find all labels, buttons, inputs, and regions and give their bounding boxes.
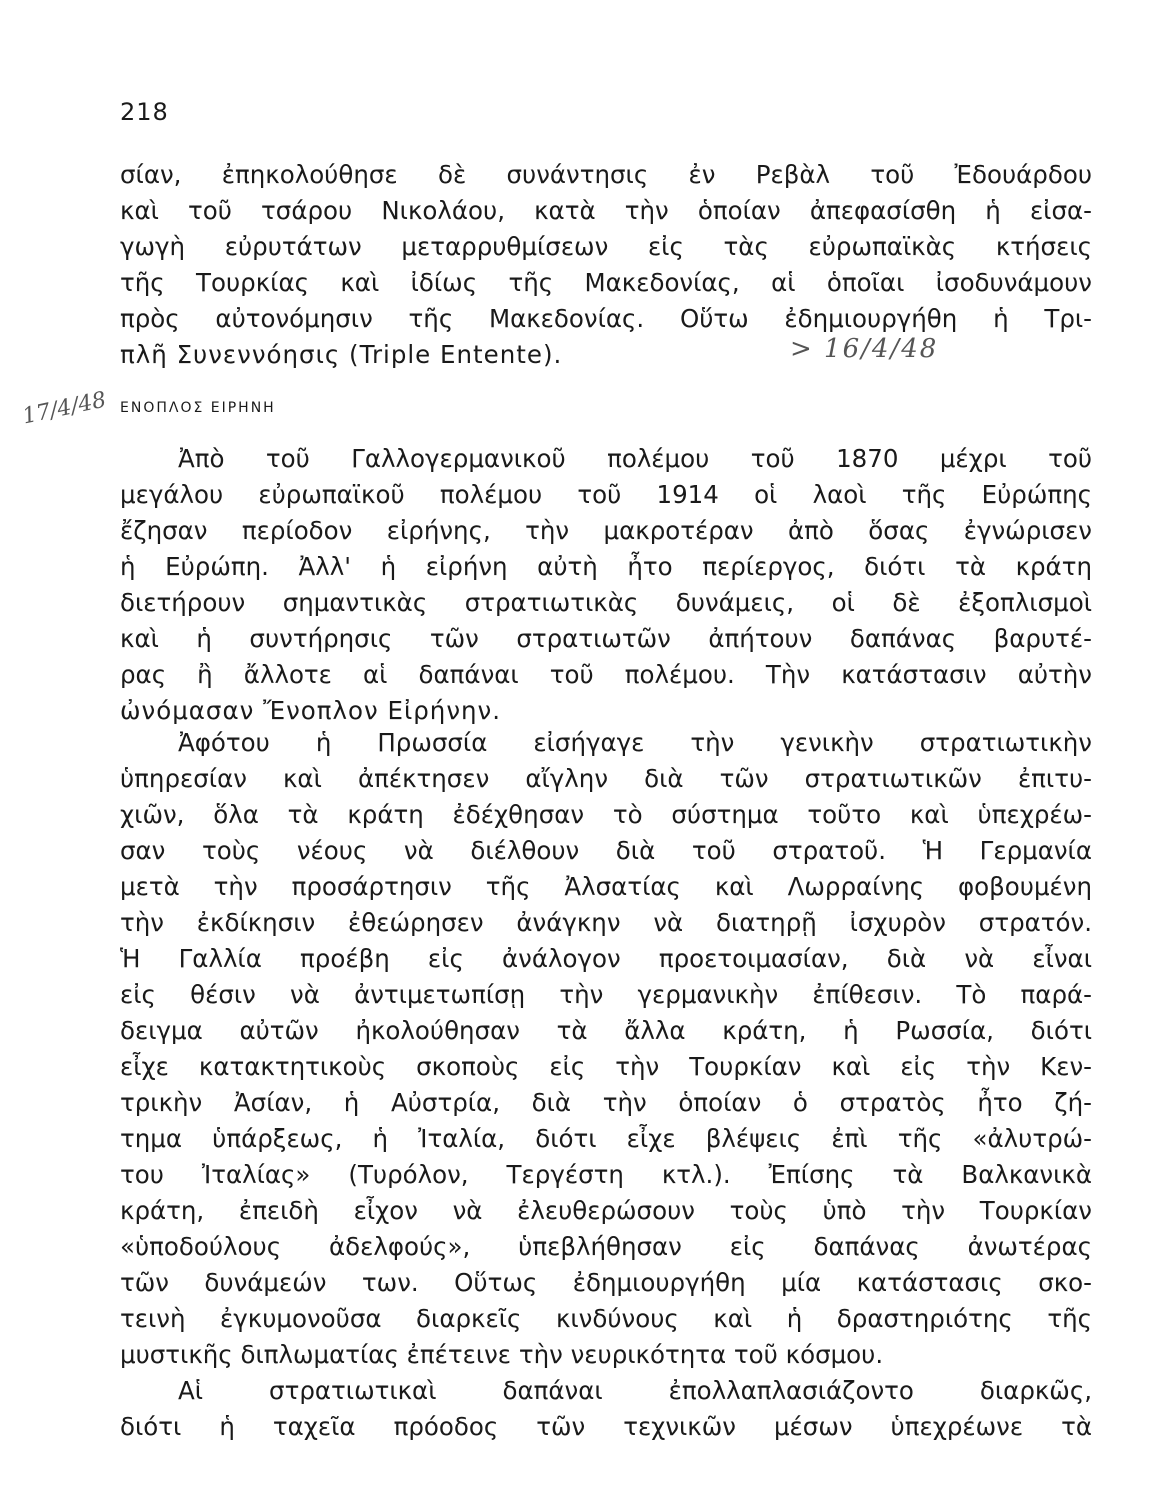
text-line: μεγάλου εὐρωπαϊκοῦ πολέμου τοῦ 1914 οἱ λαοὶ τῆς Εὐρώπης <box>120 480 1092 509</box>
text-line: τὴν ἐκδίκησιν ἐθεώρησεν ἀνάγκην νὰ διατηρῇ ἰσχυρὸν στρατόν. <box>120 908 1092 937</box>
text-line: πλῆ Συνεννόησις (Triple Entente). <box>120 340 563 369</box>
text-line: χιῶν, ὅλα τὰ κράτη ἐδέχθησαν τὸ σύστημα τοῦτο καὶ ὑπεχρέω- <box>120 800 1092 829</box>
handwritten-date-note: > 16/4/48 <box>790 334 939 364</box>
text-line: διετήρουν σημαντικὰς στρατιωτικὰς δυνάμεις, οἱ δὲ ἐξοπλισμοὶ <box>120 588 1092 617</box>
text-line: σίαν, ἐπηκολούθησε δὲ συνάντησις ἐν Ρεβὰλ τοῦ Ἐδουάρδου <box>120 160 1092 189</box>
text-line: κράτη, ἐπειδὴ εἶχον νὰ ἐλευθερώσουν τοὺς ὑπὸ τὴν Τουρκίαν <box>120 1196 1092 1225</box>
page-number: 218 <box>120 98 169 126</box>
text-line: δειγμα αὐτῶν ἠκολούθησαν τὰ ἄλλα κράτη, ἡ Ρωσσία, διότι <box>120 1016 1092 1045</box>
text-line: εἶχε κατακτητικοὺς σκοποὺς εἰς τὴν Τουρκίαν καὶ εἰς τὴν Κεν- <box>120 1052 1092 1081</box>
text-line: του Ἰταλίας» (Τυρόλον, Τεργέστη κτλ.). Ἐπίσης τὰ Βαλκανικὰ <box>120 1160 1092 1189</box>
text-line: ἡ Εὐρώπη. Ἀλλ' ἡ εἰρήνη αὐτὴ ἦτο περίεργος, διότι τὰ κράτη <box>120 552 1092 581</box>
text-line: ὑπηρεσίαν καὶ ἀπέκτησεν αἴγλην διὰ τῶν στρατιωτικῶν ἐπιτυ- <box>120 764 1092 793</box>
text-line: Ἀπὸ τοῦ Γαλλογερμανικοῦ πολέμου τοῦ 1870 μέχρι τοῦ <box>178 444 1092 473</box>
section-heading: ΕΝΟΠΛΟΣ ΕΙΡΗΝΗ <box>120 400 276 416</box>
text-line: ὠνόμασαν Ἔνοπλον Εἰρήνην. <box>120 696 502 725</box>
text-line: ρας ἢ ἄλλοτε αἱ δαπάναι τοῦ πολέμου. Τὴν κατάστασιν αὐτὴν <box>120 660 1092 689</box>
text-line: τῶν δυνάμεών των. Οὕτως ἐδημιουργήθη μία κατάστασις σκο- <box>120 1268 1092 1297</box>
text-line: μετὰ τὴν προσάρτησιν τῆς Ἀλσατίας καὶ Λωρραίνης φοβουμένη <box>120 872 1092 901</box>
handwritten-margin-date: 17/4/48 <box>20 387 109 430</box>
text-line: γωγὴ εὐρυτάτων μεταρρυθμίσεων εἰς τὰς εὐρωπαϊκὰς κτήσεις <box>120 232 1092 261</box>
text-line: Ἡ Γαλλία προέβη εἰς ἀνάλογον προετοιμασίαν, διὰ νὰ εἶναι <box>120 944 1092 973</box>
text-line: ἔζησαν περίοδον εἰρήνης, τὴν μακροτέραν ἀπὸ ὅσας ἐγνώρισεν <box>120 516 1092 545</box>
text-line: τημα ὑπάρξεως, ἡ Ἰταλία, διότι εἶχε βλέψεις ἐπὶ τῆς «ἀλυτρώ- <box>120 1124 1092 1153</box>
text-line: Ἀφότου ἡ Πρωσσία εἰσήγαγε τὴν γενικὴν στρατιωτικὴν <box>178 728 1092 757</box>
text-line: καὶ τοῦ τσάρου Νικολάου, κατὰ τὴν ὁποίαν ἀπεφασίσθη ἡ εἰσα- <box>120 196 1092 225</box>
text-line: διότι ἡ ταχεῖα πρόοδος τῶν τεχνικῶν μέσων ὑπεχρέωνε τὰ <box>120 1412 1092 1441</box>
text-line: τρικὴν Ἀσίαν, ἡ Αὐστρία, διὰ τὴν ὁποίαν ὁ στρατὸς ἦτο ζή- <box>120 1088 1092 1117</box>
text-line: εἰς θέσιν νὰ ἀντιμετωπίσῃ τὴν γερμανικὴν ἐπίθεσιν. Τὸ παρά- <box>120 980 1092 1009</box>
text-line: πρὸς αὐτονόμησιν τῆς Μακεδονίας. Οὕτω ἐδημιουργήθη ἡ Τρι- <box>120 304 1092 333</box>
text-line: τεινὴ ἐγκυμονοῦσα διαρκεῖς κινδύνους καὶ ἡ δραστηριότης τῆς <box>120 1304 1092 1333</box>
text-line: σαν τοὺς νέους νὰ διέλθουν διὰ τοῦ στρατοῦ. Ἡ Γερμανία <box>120 836 1092 865</box>
text-line: καὶ ἡ συντήρησις τῶν στρατιωτῶν ἀπήτουν δαπάνας βαρυτέ- <box>120 624 1092 653</box>
text-line: «ὑποδούλους ἀδελφούς», ὑπεβλήθησαν εἰς δαπάνας ἀνωτέρας <box>120 1232 1092 1261</box>
text-line: μυστικῆς διπλωματίας ἐπέτεινε τὴν νευρικότητα τοῦ κόσμου. <box>120 1340 884 1369</box>
text-line: τῆς Τουρκίας καὶ ἰδίως τῆς Μακεδονίας, αἱ ὁποῖαι ἰσοδυνάμουν <box>120 268 1092 297</box>
text-line: Αἱ στρατιωτικαὶ δαπάναι ἐπολλαπλασιάζοντο διαρκῶς, <box>178 1376 1092 1405</box>
